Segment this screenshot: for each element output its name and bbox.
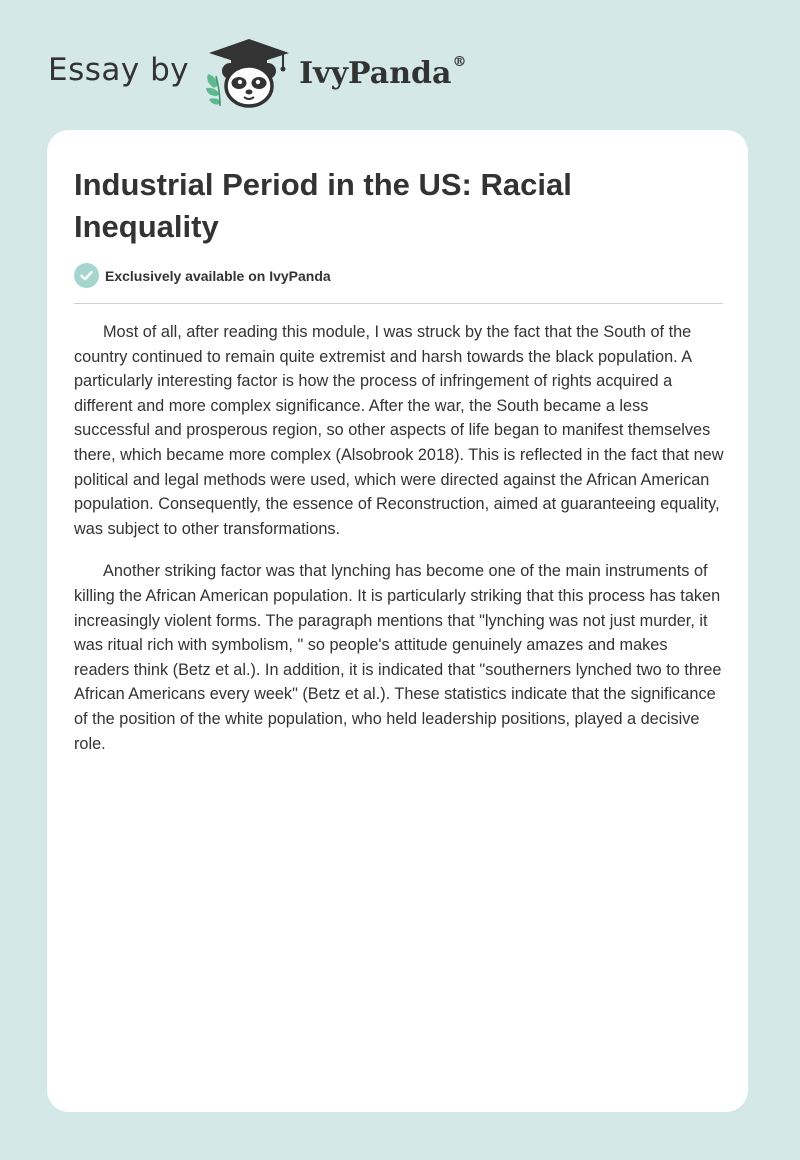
exclusive-badge bbox=[74, 263, 331, 288]
essay-by-label: Essay by bbox=[48, 52, 190, 88]
page-title: Industrial Period in the US: Racial Inequality bbox=[74, 167, 572, 244]
essay-body bbox=[74, 320, 726, 774]
brand-name: IvyPanda® bbox=[299, 53, 467, 91]
divider bbox=[74, 303, 723, 304]
essay-card bbox=[47, 130, 748, 1112]
paragraph: Another striking factor was that lynching has become one of the main instruments of killing the African American population. It is particularly striking that this process has taken increasingly violent forms. The paragraph mentions that "lynching was not just murder, it was ritual rich with symbolism, " so people's attitude genuinely amazes and makes readers think (Betz et al.). In addition, it is indicated that "southerners lynched two to three African Americans every week" (Betz et al.). These statistics indicate that the significance of the position of the white population, who held leadership positions, played a decisive role. bbox=[74, 562, 722, 753]
site-header bbox=[48, 36, 466, 108]
badge-label: Exclusively available on IvyPanda bbox=[105, 267, 331, 284]
panda-logo-icon bbox=[203, 36, 295, 108]
registered-mark: ® bbox=[452, 53, 467, 70]
paragraph: Most of all, after reading this module, I was struck by the fact that the South of the country continued to remain quite extremist and harsh towards the black population. A particularly interesting factor is how the process of infringement of rights acquired a different and more complex significance. After the war, the South became a less successful and prosperous region, so other aspects of life began to manifest themselves there, which became more complex (Alsobrook 2018). This is reflected in the fact that new political and legal methods were used, which were directed against the African American population. Consequently, the essence of Reconstruction, aimed at guaranteeing equality, was subject to other transformations. bbox=[74, 323, 724, 538]
check-circle-icon bbox=[74, 263, 99, 288]
